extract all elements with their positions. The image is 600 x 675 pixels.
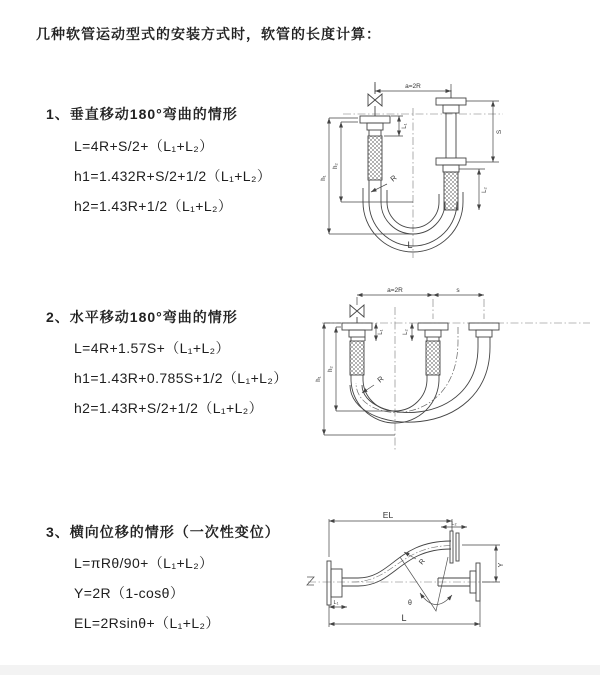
angle-label: θ (408, 600, 412, 607)
section-2-heading: 2、水平移动180°弯曲的情形 (46, 309, 238, 325)
dim-label-l1: L₁ (333, 600, 339, 606)
hose-axis (352, 546, 453, 583)
left-pipe (342, 305, 372, 375)
hose-u-bend (350, 347, 490, 423)
radius-label: R (418, 557, 427, 567)
right-pipe (436, 90, 466, 210)
middle-pipe (418, 323, 448, 375)
radius-label: R (375, 374, 386, 385)
dim-label-s: s (456, 287, 460, 294)
braid-section (444, 172, 458, 210)
dim-label-el: EL (382, 510, 394, 520)
dimension-lines (329, 519, 500, 627)
section-3-heading: 3、横向位移的情形（一次性变位） (46, 524, 280, 540)
dimension-lines (324, 295, 484, 435)
braid-section (368, 136, 382, 180)
scan-edge (0, 665, 600, 675)
section-2-formula-L: L=4R+1.57S+（L₁+L₂） (74, 340, 230, 356)
braid-section (350, 341, 364, 375)
diagram-horizontal-180-bend (308, 283, 600, 468)
left-flange (327, 561, 358, 605)
dimension-lines (329, 84, 499, 234)
dim-label-a2r: a=2R (405, 83, 421, 90)
centerline-symbol (307, 577, 314, 585)
left-pipe (360, 82, 390, 180)
dim-label-a2r: a=2R (387, 287, 403, 294)
length-label: L (401, 613, 407, 623)
dim-label-h1: h₁ (321, 175, 327, 181)
dim-label-l2: L₂ (403, 329, 409, 335)
radius-label: R (388, 173, 399, 184)
section-1-formula-h1: h1=1.432R+S/2+1/2（L₁+L₂） (74, 168, 272, 184)
section-1-formula-L: L=4R+S/2+（L₁+L₂） (74, 138, 214, 154)
section-3-formula-Y: Y=2R（1-cosθ） (74, 585, 185, 601)
section-3-formula-L: L=πRθ/90+（L₁+L₂） (74, 555, 214, 571)
section-1-formula-h2: h2=1.43R+1/2（L₁+L₂） (74, 198, 233, 214)
dim-label-s: S (496, 129, 503, 135)
section-2-formula-h2: h2=1.43R+S/2+1/2（L₁+L₂） (74, 400, 264, 416)
length-label: L (407, 240, 413, 250)
dim-label-h2: h₂ (328, 366, 334, 372)
dim-label-h1: h₁ (316, 376, 322, 382)
hose-intermediate-position (356, 327, 458, 412)
section-2-formula-h1: h1=1.43R+0.785S+1/2（L₁+L₂） (74, 370, 288, 386)
centerlines (308, 546, 496, 583)
dim-label-y: Y (498, 562, 505, 568)
section-3-formula-EL: EL=2Rsinθ+（L₁+L₂） (74, 615, 220, 631)
page-title: 几种软管运动型式的安装方式时，软管的长度计算： (36, 26, 381, 42)
diagram-lateral-displacement (300, 505, 600, 640)
right-pipe-displaced (469, 323, 499, 347)
section-1-heading: 1、垂直移动180°弯曲的情形 (46, 106, 238, 122)
upper-flange (450, 531, 459, 563)
dim-label-h2: h₂ (333, 163, 339, 169)
diagram-vertical-180-bend (313, 70, 598, 260)
dim-label-l1: L₁ (378, 329, 384, 335)
valve-icon (350, 305, 364, 317)
braid-section (426, 341, 440, 375)
dim-label-l2: L₂ (482, 187, 488, 193)
dim-label-l1: L₁ (402, 123, 408, 129)
valve-icon (368, 94, 382, 106)
dim-label-l2: L₂ (451, 521, 457, 527)
